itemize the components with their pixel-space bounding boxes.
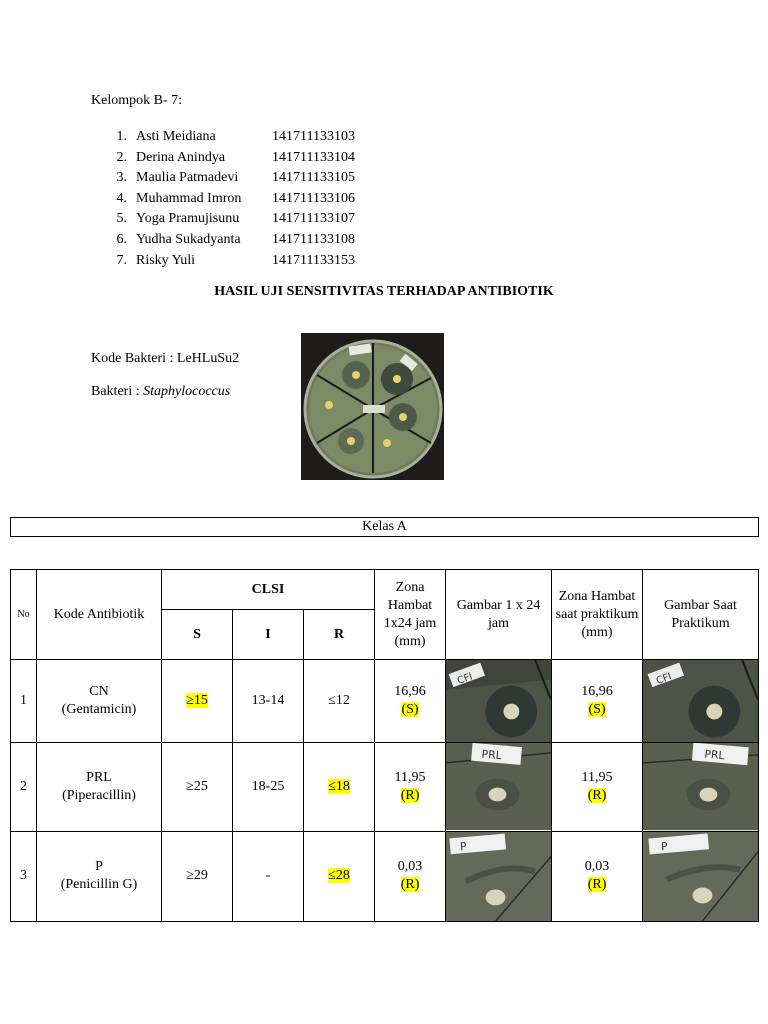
zona-24: 16,96 (S): [375, 660, 446, 743]
bacteria-name-line: Bakteri : Staphylococcus: [91, 384, 231, 399]
member-nim: 141711133103: [272, 129, 355, 144]
clsi-s: ≥29: [162, 831, 233, 921]
zona-praktikum: 0,03 (R): [552, 831, 643, 921]
member-name: Maulia Patmadevi: [136, 170, 239, 186]
table-row: [11, 743, 759, 831]
clsi-r: ≤28: [304, 831, 375, 921]
member-nim: 141711133153: [272, 252, 355, 268]
header-kode: Kode Antibiotik: [37, 570, 162, 660]
photo-24: [446, 660, 552, 743]
petri-dish-photo: [301, 333, 444, 480]
zona-24: 11,95 (R): [375, 743, 446, 831]
svg-text:CFI: CFI: [455, 671, 475, 688]
page-title: HASIL UJI SENSITIVITAS TERHADAP ANTIBIOTIK: [214, 284, 554, 299]
member-name: Yudha Sukadyanta: [136, 231, 241, 247]
photo-24: [446, 831, 552, 921]
table-row: [11, 660, 759, 743]
header-gambar-praktikum: Gambar Saat Praktikum: [643, 570, 759, 660]
results-table: [10, 569, 759, 922]
svg-text:CFI: CFI: [654, 671, 674, 688]
photo-praktikum: [643, 743, 759, 831]
photo-24: [446, 743, 552, 831]
row-no: 2: [11, 743, 37, 831]
zona-praktikum: 16,96 (S): [552, 660, 643, 743]
row-no: 1: [11, 660, 37, 743]
member-name: Risky Yuli: [136, 252, 195, 268]
table-row: [11, 831, 759, 921]
zona-praktikum: 11,95 (R): [552, 743, 643, 831]
clsi-s: ≥25: [162, 743, 233, 831]
bacteria-code: Kode Bakteri : LeHLuSu2: [91, 351, 240, 366]
clsi-i: 13-14: [233, 660, 304, 743]
antibiotic-cell: PRL (Piperacillin): [37, 743, 162, 831]
bacteria-name: Staphylococcus: [143, 384, 231, 399]
svg-text:P: P: [459, 839, 468, 853]
member-nim: 141711133108: [272, 231, 355, 247]
clsi-r: ≤12: [304, 660, 375, 743]
clsi-r: ≤18: [304, 743, 375, 831]
member-name: Derina Anindya: [136, 149, 226, 165]
member-nim: 141711133106: [272, 190, 355, 206]
antibiotic-cell: CN (Gentamicin): [37, 660, 162, 743]
clsi-i: -: [233, 831, 304, 921]
header-zona-praktikum: Zona Hambat saat praktikum (mm): [552, 570, 643, 660]
header-clsi: CLSI: [162, 570, 375, 610]
member-nim: 141711133104: [272, 149, 355, 165]
zona-24: 0,03 (R): [375, 831, 446, 921]
antibiotic-cell: P (Penicillin G): [37, 831, 162, 921]
svg-text:P: P: [660, 839, 669, 853]
clsi-s: ≥15: [162, 660, 233, 743]
photo-praktikum: [643, 831, 759, 921]
member-nim: 141711133105: [272, 170, 355, 186]
photo-praktikum: [643, 660, 759, 743]
header-no: No: [11, 570, 37, 660]
header-s: S: [162, 610, 233, 660]
header-zona-24: Zona Hambat 1x24 jam (mm): [375, 570, 446, 660]
svg-text:PRL: PRL: [481, 747, 503, 763]
member-name: Yoga Pramujisunu: [136, 211, 240, 227]
group-label: Kelompok B- 7:: [91, 93, 182, 108]
clsi-i: 18-25: [233, 743, 304, 831]
header-i: I: [233, 610, 304, 660]
header-gambar-24: Gambar 1 x 24 jam: [446, 570, 552, 660]
member-name: Muhammad Imron: [136, 190, 242, 206]
member-nim: 141711133107: [272, 211, 355, 227]
svg-text:PRL: PRL: [703, 747, 726, 763]
class-label: Kelas A: [10, 517, 759, 537]
header-r: R: [304, 610, 375, 660]
row-no: 3: [11, 831, 37, 921]
member-name: Asti Meidiana: [136, 129, 216, 144]
